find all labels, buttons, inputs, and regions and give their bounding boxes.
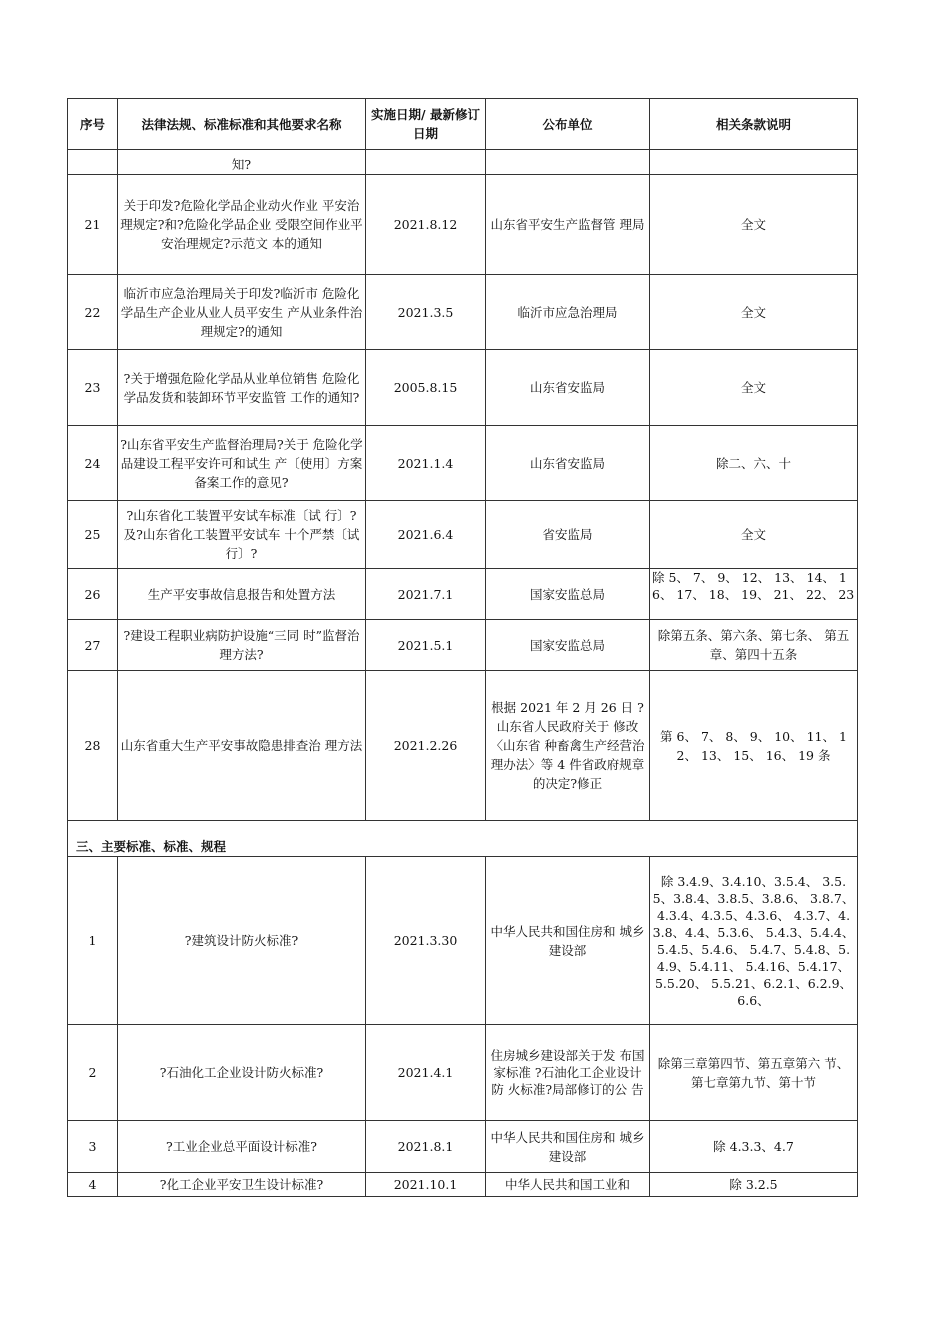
cell-clauses: 除二、六、十 <box>650 426 858 501</box>
cell-date: 2021.8.1 <box>366 1121 486 1173</box>
cell-name: 生产平安事故信息报告和处置方法 <box>118 569 366 620</box>
cell-publisher: 山东省安监局 <box>486 426 650 501</box>
table-row <box>68 1121 858 1173</box>
cell-clauses: 除第五条、第六条、第七条、 第五章、第四十五条 <box>650 620 858 671</box>
cell-name: ?山东省化工装置平安试车标准〔试 行〕?及?山东省化工装置平安试车 十个严禁〔试行〕? <box>118 501 366 569</box>
table-row <box>68 1025 858 1121</box>
cell-date: 2021.6.4 <box>366 501 486 569</box>
cell-clauses: 全文 <box>650 350 858 426</box>
table-row <box>68 620 858 671</box>
cell-clauses: 除第三章第四节、第五章第六 节、第七章第九节、第十节 <box>650 1025 858 1121</box>
table-row <box>68 1173 858 1197</box>
cell-publisher <box>486 150 650 175</box>
cell-no: 24 <box>68 426 118 501</box>
cell-clauses: 第 6、 7、 8、 9、 10、 11、 12、 13、 15、 16、 19 条 <box>650 671 858 821</box>
cell-date: 2021.2.26 <box>366 671 486 821</box>
cell-clauses: 全文 <box>650 501 858 569</box>
cell-name: ?工业企业总平面设计标准? <box>118 1121 366 1173</box>
table-row <box>68 275 858 350</box>
header-clauses: 相关条款说明 <box>650 99 858 150</box>
cell-no: 25 <box>68 501 118 569</box>
table-row <box>68 569 858 620</box>
cell-date: 2021.1.4 <box>366 426 486 501</box>
cell-publisher: 中华人民共和国住房和 城乡建设部 <box>486 1121 650 1173</box>
cell-name: ?化工企业平安卫生设计标准? <box>118 1173 366 1197</box>
cell-name: ?关于增强危险化学品从业单位销售 危险化学品发货和装卸环节平安监管 工作的通知? <box>118 350 366 426</box>
cell-publisher: 中华人民共和国住房和 城乡建设部 <box>486 857 650 1025</box>
cell-name: ?石油化工企业设计防火标准? <box>118 1025 366 1121</box>
cell-name: 山东省重大生产平安事故隐患排查治 理方法 <box>118 671 366 821</box>
cell-no: 3 <box>68 1121 118 1173</box>
cell-no: 22 <box>68 275 118 350</box>
header-no: 序号 <box>68 99 118 150</box>
cell-date <box>366 150 486 175</box>
cell-publisher: 国家安监总局 <box>486 620 650 671</box>
cell-no: 27 <box>68 620 118 671</box>
cell-publisher: 住房城乡建设部关于发 布国家标准 ?石油化工企业设计防 火标准?局部修订的公 告 <box>486 1025 650 1121</box>
cell-clauses: 全文 <box>650 175 858 275</box>
cell-no: 23 <box>68 350 118 426</box>
cell-publisher: 国家安监总局 <box>486 569 650 620</box>
cell-date: 2005.8.15 <box>366 350 486 426</box>
cell-no: 2 <box>68 1025 118 1121</box>
table-row <box>68 671 858 821</box>
header-name: 法律法规、标准标准和其他要求名称 <box>118 99 366 150</box>
cell-no: 1 <box>68 857 118 1025</box>
cell-name: ?山东省平安生产监督治理局?关于 危险化学品建设工程平安许可和试生 产〔使用〕方案备案工作的意见? <box>118 426 366 501</box>
cell-no: 28 <box>68 671 118 821</box>
cell-date: 2021.10.1 <box>366 1173 486 1197</box>
regulations-table <box>67 98 858 1197</box>
cell-name: 关于印发?危险化学品企业动火作业 平安治理规定?和?危险化学品企业 受限空间作业平安治理规定?示范文 本的通知 <box>118 175 366 275</box>
table-row <box>68 857 858 1025</box>
cell-clauses: 除 3.2.5 <box>650 1173 858 1197</box>
table-header-row <box>68 99 858 150</box>
header-publisher: 公布单位 <box>486 99 650 150</box>
cell-clauses <box>650 150 858 175</box>
cell-date: 2021.8.12 <box>366 175 486 275</box>
cell-date: 2021.7.1 <box>366 569 486 620</box>
cell-name: ?建设工程职业病防护设施“三同 时”监督治理方法? <box>118 620 366 671</box>
cell-publisher: 山东省安监局 <box>486 350 650 426</box>
table-row <box>68 150 858 175</box>
section-row <box>68 821 858 857</box>
cell-no: 26 <box>68 569 118 620</box>
table-row <box>68 501 858 569</box>
cell-publisher: 中华人民共和国工业和 <box>486 1173 650 1197</box>
cell-name: 知? <box>118 150 366 175</box>
cell-publisher: 省安监局 <box>486 501 650 569</box>
clauses-text: 除 5、 7、 9、 12、 13、 14、 16、 17、 18、 19、 21、 22、 23 <box>652 570 855 602</box>
header-date: 实施日期/ 最新修订日期 <box>366 99 486 150</box>
cell-no: 4 <box>68 1173 118 1197</box>
cell-no: 21 <box>68 175 118 275</box>
table-row <box>68 426 858 501</box>
cell-date: 2021.3.30 <box>366 857 486 1025</box>
cell-no <box>68 150 118 175</box>
cell-publisher: 根据 2021 年 2 月 26 日 ?山东省人民政府关于 修改〈山东省 种畜禽生产经营治理办法〉等 4 件省政府规章 的决定?修正 <box>486 671 650 821</box>
cell-clauses <box>650 569 858 620</box>
cell-date: 2021.5.1 <box>366 620 486 671</box>
section-title: 三、主要标准、标准、规程 <box>68 821 858 857</box>
cell-clauses: 全文 <box>650 275 858 350</box>
cell-date: 2021.4.1 <box>366 1025 486 1121</box>
table-row <box>68 175 858 275</box>
cell-clauses: 除 3.4.9、3.4.10、3.5.4、 3.5.5、3.8.4、3.8.5、3.8.6、 3.8.7、4.3.4、4.3.5、4.3.6、 4.3.7、4.3.8、4.4、5.3.6、 5.4.3、5.4.4、5.4.5、5.4.6、 5.4.7、5.4.8、5.4.9、5.4.11、 5.4.16、5.4.17、5.5.20、 5.5.21、6.2.1、6.2.9、6.6、 <box>650 857 858 1025</box>
cell-clauses: 除 4.3.3、4.7 <box>650 1121 858 1173</box>
cell-date: 2021.3.5 <box>366 275 486 350</box>
cell-name: ?建筑设计防火标准? <box>118 857 366 1025</box>
cell-publisher: 临沂市应急治理局 <box>486 275 650 350</box>
cell-publisher: 山东省平安生产监督管 理局 <box>486 175 650 275</box>
cell-name: 临沂市应急治理局关于印发?临沂市 危险化学品生产企业从业人员平安生 产从业条件治理规定?的通知 <box>118 275 366 350</box>
table-row <box>68 350 858 426</box>
